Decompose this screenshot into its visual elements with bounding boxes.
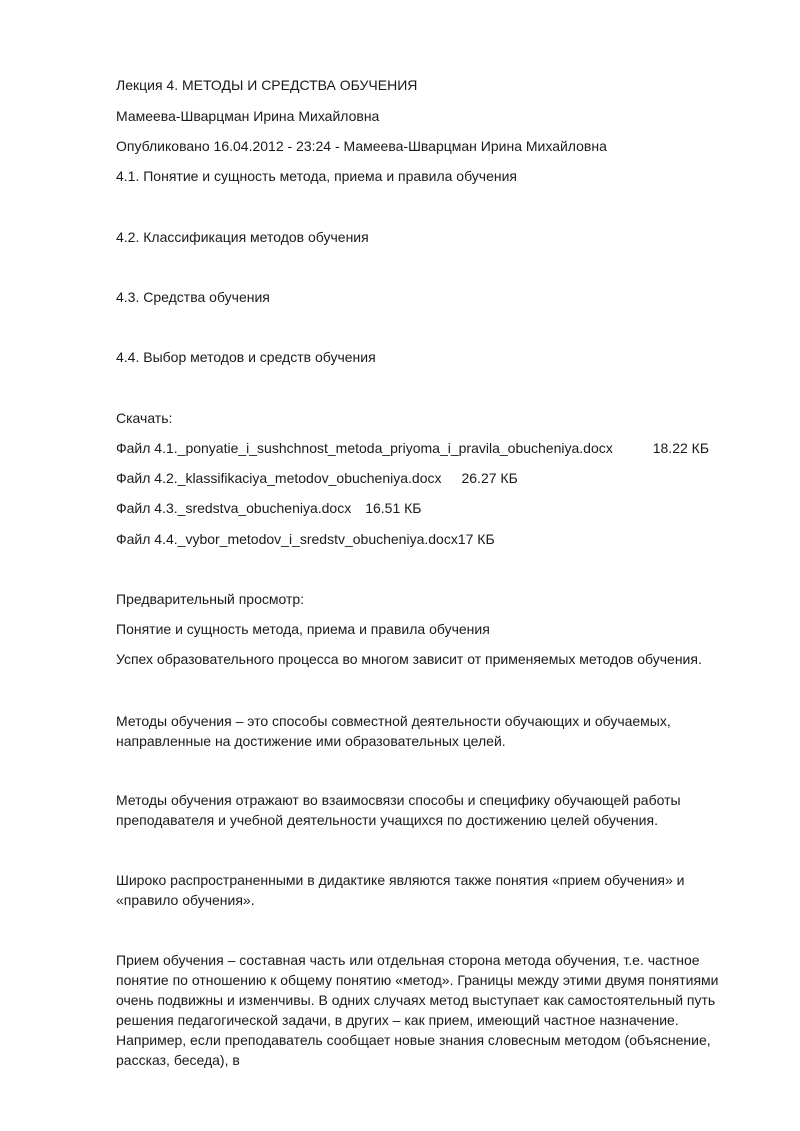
toc-item-4-4: 4.4. Выбор методов и средств обучения bbox=[116, 349, 376, 365]
preview-paragraph: Успех образовательного процесса во многом зависит от применяемых методов обучения. bbox=[116, 651, 702, 667]
download-file-size: 17 КБ bbox=[457, 531, 495, 547]
preview-paragraph: Прием обучения – составная часть или отдельная сторона метода обучения, т.е. частное понятие по отношению к общему понятию «метод». Границы между этими двумя понятиями очень подвижны и изменчивы. В одних случаях метод выступает как самостоятельный путь решения педагогической задачи, в других – как прием, имеющий частное назначение. Например, если преподаватель сообщает новые знания словесным методом (объяснение, рассказ, беседа), в bbox=[116, 952, 719, 1068]
author-name: Мамеева-Шварцман Ирина Михайловна bbox=[116, 108, 380, 124]
download-file-size: 26.27 КБ bbox=[461, 470, 518, 486]
download-file-size: 16.51 КБ bbox=[365, 500, 422, 516]
download-file-4-1[interactable] bbox=[116, 438, 756, 458]
toc-item-4-3: 4.3. Средства обучения bbox=[116, 289, 270, 305]
preview-label: Предварительный просмотр: bbox=[116, 591, 305, 607]
lecture-title: Лекция 4. МЕТОДЫ И СРЕДСТВА ОБУЧЕНИЯ bbox=[116, 77, 418, 93]
download-file-4-4[interactable] bbox=[116, 529, 756, 549]
download-file-4-2[interactable] bbox=[116, 468, 756, 488]
download-file-name[interactable]: Файл 4.4._vybor_metodov_i_sredstv_obucheniya.docx bbox=[116, 531, 458, 547]
preview-paragraph: Широко распространенными в дидактике являются также понятия «прием обучения» и «правило обучения». bbox=[116, 872, 685, 908]
preview-heading: Понятие и сущность метода, приема и правила обучения bbox=[116, 621, 490, 637]
toc-item-4-2: 4.2. Классификация методов обучения bbox=[116, 229, 369, 245]
preview-paragraph: Методы обучения – это способы совместной деятельности обучающих и обучаемых, направленные на достижение ими образовательных целей. bbox=[116, 713, 671, 749]
preview-paragraph: Методы обучения отражают во взаимосвязи способы и специфику обучающей работы преподавателя и учебной деятельности учащихся по достижению целей обучения. bbox=[116, 792, 681, 828]
toc-item-4-1: 4.1. Понятие и сущность метода, приема и правила обучения bbox=[116, 168, 518, 184]
download-file-name[interactable]: Файл 4.2._klassifikaciya_metodov_obucheniya.docx bbox=[116, 470, 442, 486]
download-label: Скачать: bbox=[116, 410, 173, 426]
download-file-size: 18.22 КБ bbox=[652, 440, 710, 456]
download-file-name[interactable]: Файл 4.3._sredstva_obucheniya.docx bbox=[116, 500, 352, 516]
download-file-name[interactable]: Файл 4.1._ponyatie_i_sushchnost_metoda_priyoma_i_pravila_obucheniya.docx bbox=[116, 440, 613, 456]
publication-info: Опубликовано 16.04.2012 - 23:24 - Мамеева-Шварцман Ирина Михайловна bbox=[116, 138, 607, 154]
download-file-4-3[interactable] bbox=[116, 498, 756, 518]
